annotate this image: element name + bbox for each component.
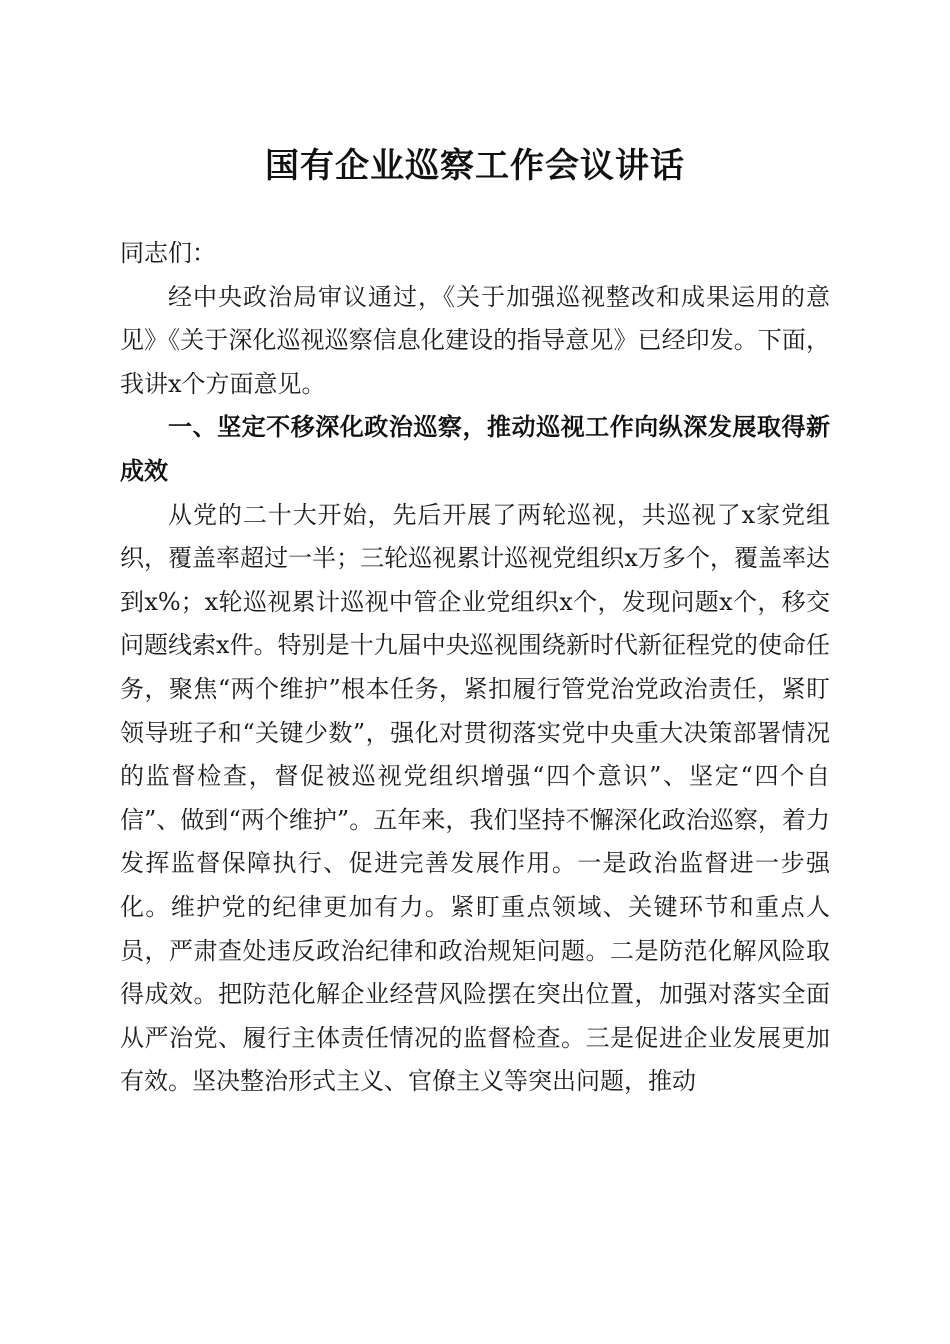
paragraph-intro: 经中央政治局审议通过，《关于加强巡视整改和成果运用的意见》《关于深化巡视巡察信息化建设的指导意见》已经印发。下面，我讲x个方面意见。 [120, 282, 830, 398]
document-body [120, 232, 830, 1104]
salutation: 同志们： [120, 239, 216, 267]
section-heading: 一、坚定不移深化政治巡察，推动巡视工作向纵深发展取得新成效 [120, 413, 830, 485]
paragraph-body: 从党的二十大开始，先后开展了两轮巡视，共巡视了x家党组织，覆盖率超过一半；三轮巡视累计巡视党组织x万多个，覆盖率达到x%；x轮巡视累计巡视中管企业党组织x个，发现问题x个，移交问题线索x件。特别是十九届中央巡视围绕新时代新征程党的使命任务，聚焦“两个维护”根本任务，紧扣履行管党治党政治责任，紧盯领导班子和“关键少数”，强化对贯彻落实党中央重大决策部署情况的监督检查，督促被巡视党组织增强“四个意识”、坚定“四个自信”、做到“两个维护”。五年来，我们坚持不懈深化政治巡察，着力发挥监督保障执行、促进完善发展作用。一是政治监督进一步强化。维护党的纪律更加有力。紧盯重点领域、关键环节和重点人员，严肃查处违反政治纪律和政治规矩问题。二是防范化解风险取得成效。把防范化解企业经营风险摆在突出位置，加强对落实全面从严治党、履行主体责任情况的监督检查。三是促进企业发展更加有效。坚决整治形式主义、官僚主义等突出问题，推动 [120, 500, 830, 1096]
page-title: 国有企业巡察工作会议讲话 [265, 146, 685, 186]
